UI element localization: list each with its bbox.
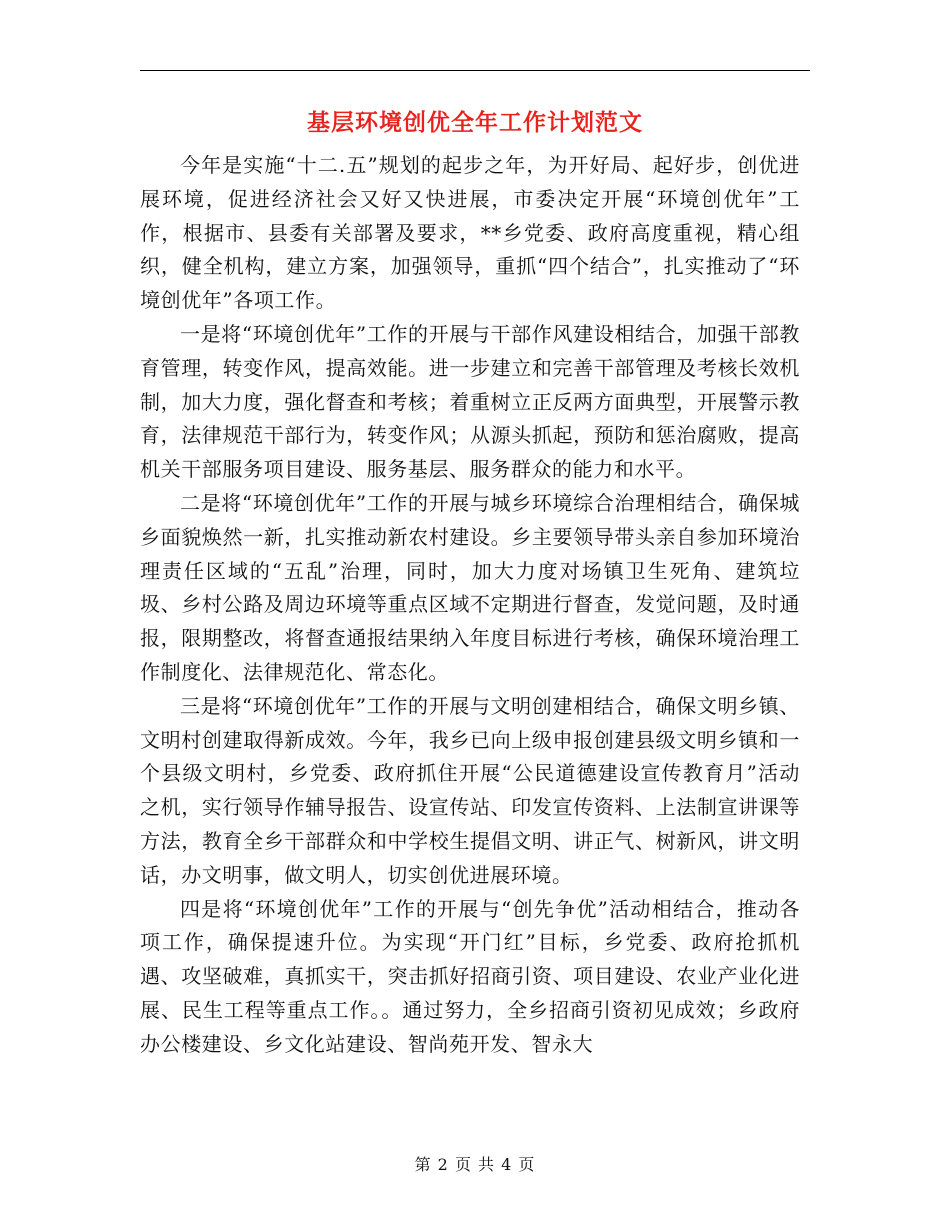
paragraph-point-four: 四是将“环境创优年”工作的开展与“创先争优”活动相结合，推动各项工作，确保提速升位。为实现“开门红”目标，乡党委、政府抢抓机遇、攻坚破难，真抓实干，突击抓好招商引资、项目建设、农业产业化进展、民生工程等重点工作。。通过努力，全乡招商引资初见成效；乡政府办公楼建设、乡文化站建设、智尚苑开发、智永大	[140, 896, 800, 1056]
document-title: 基层环境创优全年工作计划范文	[307, 110, 643, 136]
page-number-footer: 第 2 页 共 4 页	[414, 1155, 536, 1174]
paragraph-point-one: 一是将“环境创优年”工作的开展与干部作风建设相结合，加强干部教育管理，转变作风，提高效能。进一步建立和完善干部管理及考核长效机制，加大力度，强化督查和考核；着重树立正反两方面典型，开展警示教育，法律规范干部行为，转变作风；从源头抓起，预防和惩治腐败，提高机关干部服务项目建设、服务基层、服务群众的能力和水平。	[140, 321, 800, 482]
document-body	[140, 149, 800, 1062]
header-rule	[140, 70, 810, 71]
paragraph-intro: 今年是实施“十二.五”规划的起步之年，为开好局、起好步，创优进展环境，促进经济社会又好又快进展，市委决定开展“环境创优年”工作，根据市、县委有关部署及要求，**乡党委、政府高度重视，精心组织，健全机构，建立方案，加强领导，重抓“四个结合”，扎实推动了“环境创优年”各项工作。	[140, 153, 800, 313]
paragraph-point-three: 三是将“环境创优年”工作的开展与文明创建相结合，确保文明乡镇、文明村创建取得新成效。今年，我乡已向上级申报创建县级文明乡镇和一个县级文明村，乡党委、政府抓住开展“公民道德建设宣传教育月”活动之机，实行领导作辅导报告、设宣传站、印发宣传资料、上法制宣讲课等方法，教育全乡干部群众和中学校生提倡文明、讲正气、树新风，讲文明话，办文明事，做文明人，切实创优进展环境。	[140, 693, 800, 887]
paragraph-point-two: 二是将“环境创优年”工作的开展与城乡环境综合治理相结合，确保城乡面貌焕然一新，扎实推动新农村建设。乡主要领导带头亲自参加环境治理责任区域的“五乱”治理，同时，加大力度对场镇卫生死角、建筑垃圾、乡村公路及周边环境等重点区域不定期进行督查，发觉问题，及时通报，限期整改，将督查通报结果纳入年度目标进行考核，确保环境治理工作制度化、法律规范化、常态化。	[140, 490, 800, 684]
